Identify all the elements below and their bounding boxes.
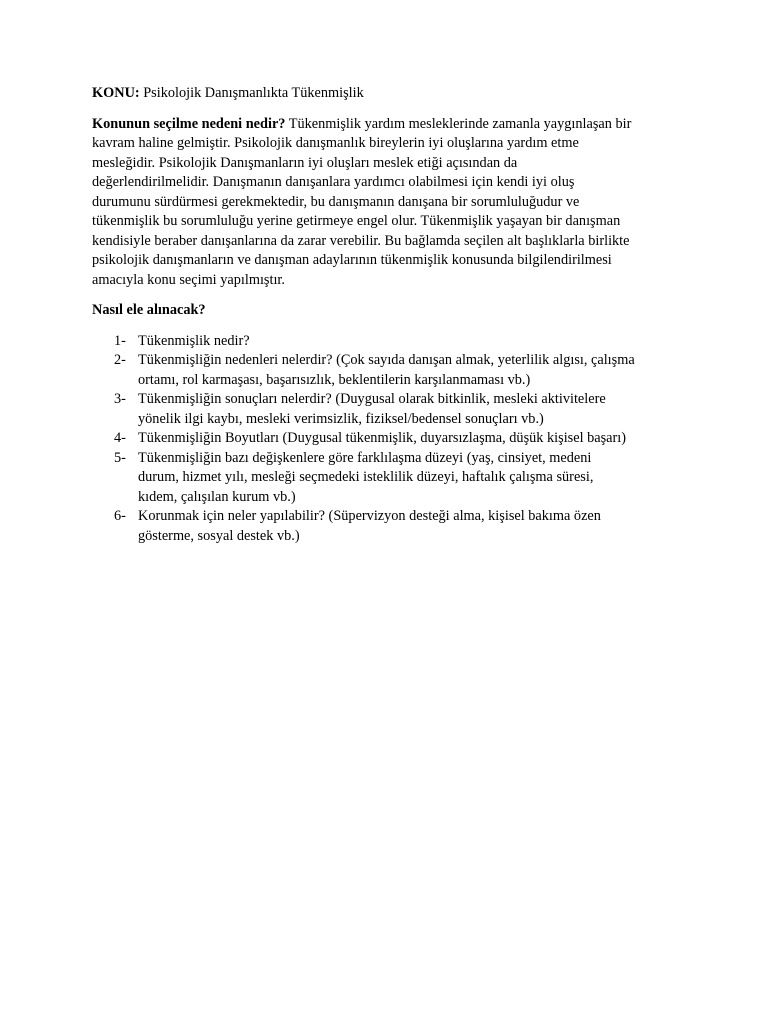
reason-line: amacıyla konu seçimi yapılmıştır. <box>92 271 285 288</box>
list-item <box>92 351 682 390</box>
list-item <box>92 507 682 546</box>
topic-list <box>92 332 682 547</box>
reason-heading: Konunun seçilme nedeni nedir? <box>92 115 286 132</box>
list-number: 6- <box>114 508 126 524</box>
list-item <box>92 332 682 352</box>
list-number: 3- <box>114 391 126 407</box>
reason-line: kavram haline gelmiştir. Psikolojik danışmanlık bireylerin iyi oluşlarına yardım etme <box>92 135 579 151</box>
topic-line <box>92 84 682 104</box>
reason-paragraph <box>92 115 682 291</box>
list-item-text: Tükenmişlik nedir? <box>138 332 250 349</box>
reason-line: tükenmişlik bu sorumluluğu yerine getirmeye engel olur. Tükenmişlik yaşayan bir danışman <box>92 213 621 229</box>
reason-line: kendisiyle beraber danışanlarına da zarar verebilir. Bu bağlamda seçilen alt başlıklarla birlikte <box>92 232 630 249</box>
list-item-text: yönelik ilgi kaybı, mesleki verimsizlik, fiziksel/bedensel sonuçları vb.) <box>138 410 544 427</box>
reason-line: durumunu sürdürmesi gerekmektedir, bu danışmanın danışana bir sorumluluğudur ve <box>92 193 580 210</box>
approach-heading: Nasıl ele alınacak? <box>92 302 206 318</box>
reason-line <box>92 115 682 135</box>
list-number: 2- <box>114 352 126 368</box>
list-number: 1- <box>114 332 126 349</box>
list-item-text: ortamı, rol karmaşası, başarısızlık, beklentilerin karşılanmaması vb.) <box>138 371 531 388</box>
list-item-text: gösterme, sosyal destek vb.) <box>138 527 300 544</box>
list-number: 5- <box>114 449 126 466</box>
list-item <box>92 429 682 449</box>
list-item <box>92 449 682 508</box>
list-item-text: Tükenmişliğin bazı değişkenlere göre farklılaşma düzeyi (yaş, cinsiyet, medeni <box>138 449 592 466</box>
list-item <box>92 390 682 429</box>
reason-line: mesleğidir. Psikolojik Danışmanların iyi oluşları meslek etiği açısından da <box>92 154 518 171</box>
list-item-text: durum, hizmet yılı, mesleği seçmedeki isteklilik düzeyi, haftalık çalışma süresi, <box>138 469 594 485</box>
list-item-text: Korunmak için neler yapılabilir? (Süpervizyon desteği alma, kişisel bakıma özen <box>138 508 601 524</box>
reason-line: değerlendirilmelidir. Danışmanın danışanlara yardımcı olabilmesi için kendi iyi oluş <box>92 174 575 190</box>
topic-label: KONU: <box>92 85 140 101</box>
list-item-text: kıdem, çalışılan kurum vb.) <box>138 488 296 505</box>
topic-value: Psikolojik Danışmanlıkta Tükenmişlik <box>139 85 364 101</box>
list-number: 4- <box>114 430 126 446</box>
document-page <box>92 84 682 546</box>
list-item-text: Tükenmişliğin Boyutları (Duygusal tükenmişlik, duyarsızlaşma, düşük kişisel başarı) <box>138 430 627 446</box>
reason-line: psikolojik danışmanların ve danışman adaylarının tükenmişlik konusunda bilgilendirilmesi <box>92 252 612 268</box>
list-item-text: Tükenmişliğin sonuçları nelerdir? (Duygusal olarak bitkinlik, mesleki aktivitelere <box>138 391 606 407</box>
reason-text: Tükenmişlik yardım mesleklerinde zamanla yaygınlaşan bir <box>285 115 632 132</box>
list-item-text: Tükenmişliğin nedenleri nelerdir? (Çok sayıda danışan almak, yeterlilik algısı, çalışma <box>138 352 635 368</box>
